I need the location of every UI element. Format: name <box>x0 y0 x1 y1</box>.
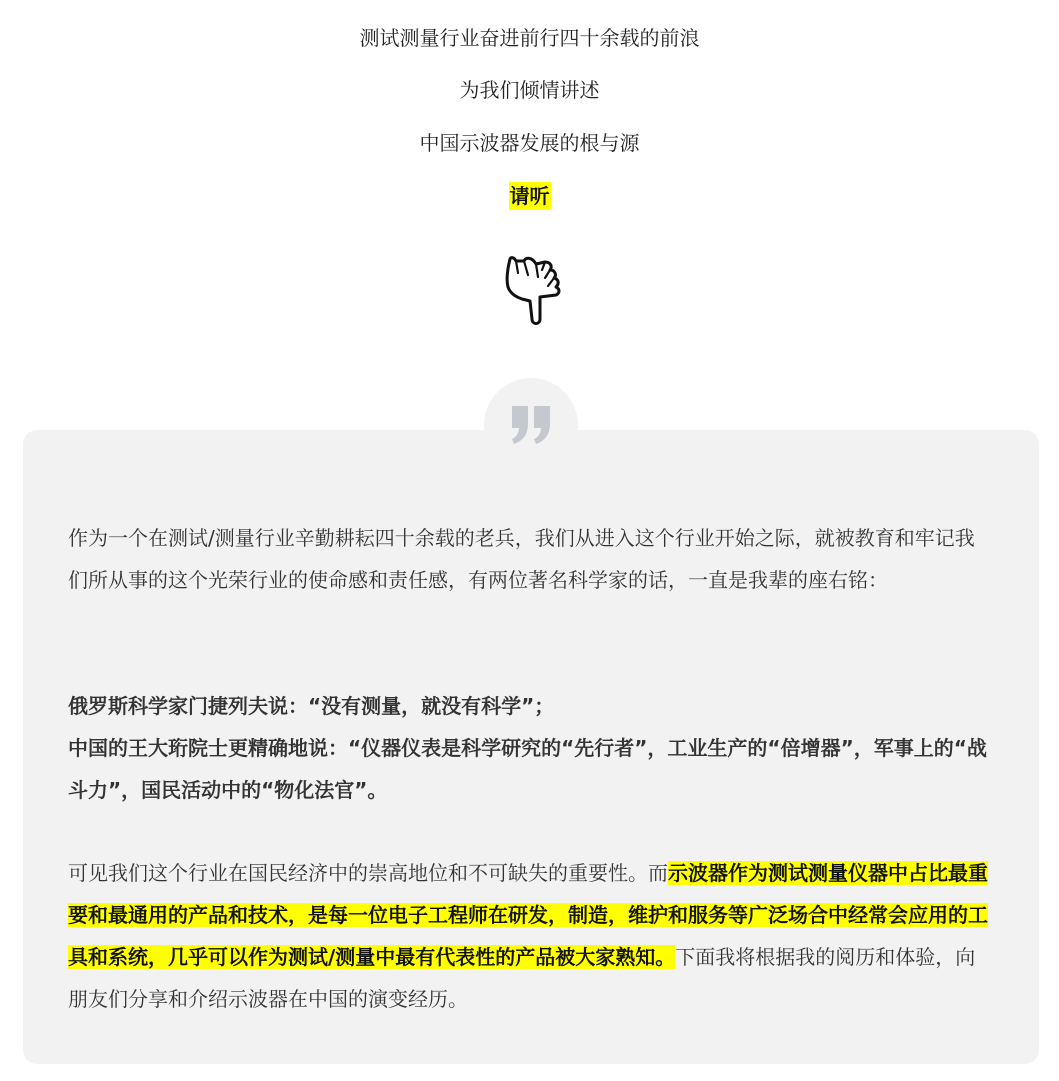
card-paragraph-3 <box>68 852 993 1020</box>
intro-line-1: 测试测量行业奋进前行四十余载的前浪 <box>359 26 700 50</box>
listen-label: 请听 <box>509 184 550 208</box>
quote-mark-icon <box>510 404 554 446</box>
highlighted-statement: 示波器作为测试测量仪器中占比最重要和最通用的产品和技术，是每一位电子工程师在研发，制造，维护和服务等广泛场合中经常会应用的工具和系统，几乎可以作为测试/测量中最有代表性的产品被大家熟知。 <box>68 861 988 969</box>
paragraph-3-start: 可见我们这个行业在国民经济中的崇高地位和不可缺失的重要性。而 <box>68 861 668 885</box>
pointing-down-hand-icon <box>498 253 564 327</box>
quote-wang-daheng: 中国的王大珩院士更精确地说：“仪器仪表是科学研究的“先行者”，工业生产的“倍增器”，军事上的“战斗力”，国民活动中的“物化法官”。 <box>68 736 987 802</box>
listen-line <box>0 182 1059 210</box>
quote-mendeleev: 俄罗斯科学家门捷列夫说：“没有测量，就没有科学”； <box>68 694 555 718</box>
card-paragraph-1: 作为一个在测试/测量行业辛勤耕耘四十余载的老兵，我们从进入这个行业开始之际，就被教育和牢记我们所从事的这个光荣行业的使命感和责任感，有两位著名科学家的话，一直是我辈的座右铭： <box>68 526 975 592</box>
paragraph-3-end: 下面我将根据我的阅历和体验，向朋友们分享和介绍示波器在中国的演变经历。 <box>68 945 976 1011</box>
intro-line-2: 为我们倾情讲述 <box>459 78 600 102</box>
card-quotes <box>68 685 993 811</box>
intro-line-3: 中国示波器发展的根与源 <box>419 131 640 155</box>
